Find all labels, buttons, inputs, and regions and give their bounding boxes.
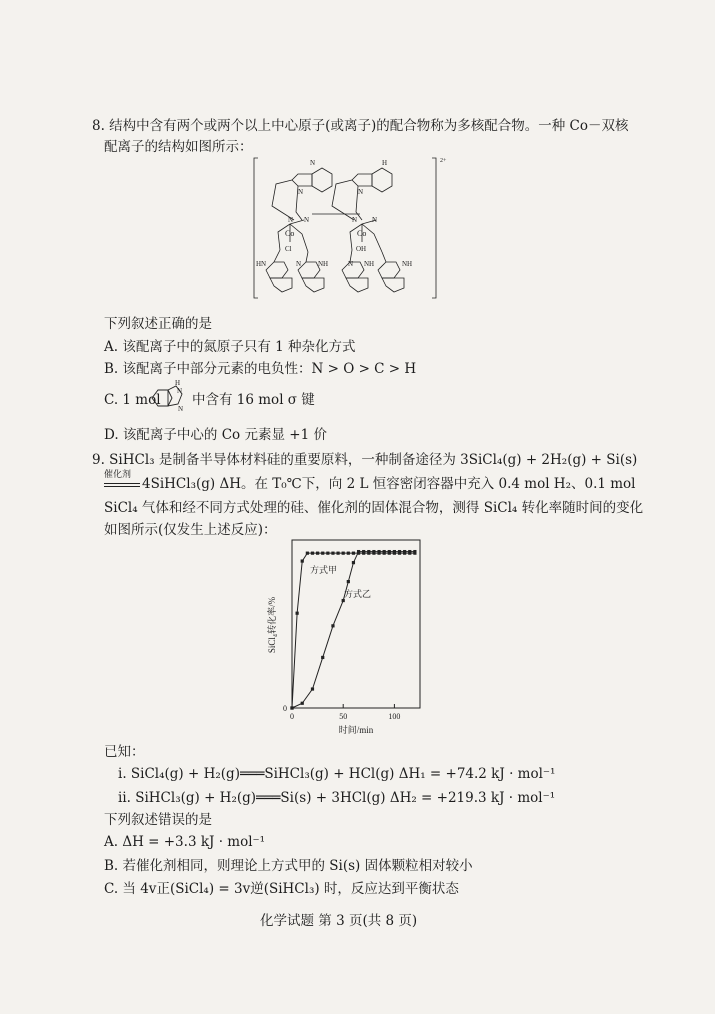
q9-reaction-arrow-lower bbox=[104, 486, 140, 487]
series-point bbox=[347, 580, 350, 583]
q8-stem-line2: 配离子的结构如图所示： bbox=[104, 139, 253, 155]
q8-option-c-post: 中含有 16 mol σ 键 bbox=[192, 392, 315, 408]
q9-reaction-arrow bbox=[104, 483, 140, 484]
q9-stem-line1: 9. SiHCl₃ 是制备半导体材料硅的重要原料，一种制备途径为 3SiCl₄(g) + 2H₂(g) + Si(s) bbox=[92, 452, 638, 468]
series-point bbox=[362, 550, 365, 553]
conversion-chart bbox=[262, 535, 422, 770]
series-point bbox=[311, 552, 314, 555]
svg-text:N: N bbox=[178, 405, 184, 413]
series-point bbox=[372, 550, 375, 553]
q9-stem-line3: SiCl₄ 气体和经不同方式处理的硅、催化剂的固体混合物，测得 SiCl₄ 转化率随时间的变化 bbox=[104, 500, 644, 516]
series-label: 方式甲 bbox=[310, 565, 338, 575]
svg-text:N: N bbox=[352, 216, 358, 224]
series-point bbox=[331, 552, 334, 555]
q9-known-i: ⅰ. SiCl₄(g) + H₂(g)═══SiHCl₃(g) + HCl(g) ΔH₁ = +74.2 kJ · mol⁻¹ bbox=[118, 766, 556, 782]
svg-text:NH: NH bbox=[402, 260, 413, 268]
series-point bbox=[306, 552, 309, 555]
series-point bbox=[388, 550, 391, 553]
series-point bbox=[367, 550, 370, 553]
chart-ylabel: SiCl₄转化率/% bbox=[267, 596, 277, 654]
x-tick-label: 100 bbox=[388, 712, 401, 721]
svg-text:N: N bbox=[310, 159, 316, 167]
q9-stem-line4: 如图所示(仅发生上述反应)： bbox=[104, 522, 277, 538]
svg-text:Cl: Cl bbox=[285, 245, 292, 253]
svg-text:NH: NH bbox=[364, 260, 375, 268]
series-point bbox=[413, 550, 416, 553]
q8-option-a: A. 该配离子中的氮原子只有 1 种杂化方式 bbox=[104, 339, 356, 355]
svg-text:HN: HN bbox=[256, 260, 267, 268]
svg-text:OH: OH bbox=[356, 245, 367, 253]
q9-known: 已知： bbox=[104, 744, 145, 760]
q9-option-b: B. 若催化剂相同，则理论上方式甲的 Si(s) 固体颗粒相对较小 bbox=[104, 858, 473, 874]
svg-text:N: N bbox=[288, 216, 294, 224]
x-tick-label: 50 bbox=[339, 712, 348, 721]
series-line-1 bbox=[292, 552, 415, 708]
svg-text:N: N bbox=[298, 188, 304, 196]
y-tick-label: 0 bbox=[283, 704, 287, 713]
series-point bbox=[311, 687, 314, 690]
series-point bbox=[301, 702, 304, 705]
q8-option-d: D. 该配离子中心的 Co 元素显 +1 价 bbox=[104, 427, 327, 443]
q9-option-a: A. ΔH = +3.3 kJ · mol⁻¹ bbox=[104, 834, 266, 850]
svg-text:NH: NH bbox=[318, 260, 329, 268]
series-point bbox=[331, 624, 334, 627]
q8-option-c-pre: C. 1 mol bbox=[104, 392, 161, 408]
series-point bbox=[321, 656, 324, 659]
q9-catalyst-label: 催化剂 bbox=[104, 470, 132, 480]
series-point bbox=[377, 550, 380, 553]
series-point bbox=[352, 552, 355, 555]
svg-text:N: N bbox=[372, 216, 378, 224]
series-point bbox=[352, 561, 355, 564]
series-point bbox=[336, 552, 339, 555]
series-point bbox=[398, 550, 401, 553]
svg-text:N: N bbox=[304, 216, 310, 224]
benzimidazole-structure bbox=[148, 378, 190, 418]
series-point bbox=[347, 552, 350, 555]
svg-text:Co: Co bbox=[285, 229, 295, 238]
series-label: 方式乙 bbox=[344, 589, 372, 599]
series-point bbox=[383, 550, 386, 553]
series-point bbox=[403, 550, 406, 553]
q9-option-c: C. 当 4v正(SiCl₄) = 3v逆(SiHCl₃) 时，反应达到平衡状态 bbox=[104, 881, 459, 897]
svg-text:N: N bbox=[177, 387, 183, 395]
chart-xlabel: 时间/min bbox=[338, 725, 374, 735]
series-line-0 bbox=[292, 553, 415, 708]
q8-option-b: B. 该配离子中部分元素的电负性：N > O > C > H bbox=[104, 361, 417, 377]
series-point bbox=[301, 559, 304, 562]
series-point bbox=[408, 550, 411, 553]
svg-text:N: N bbox=[358, 188, 364, 196]
page-footer: 化学试题 第 3 页(共 8 页) bbox=[260, 913, 418, 929]
svg-text:2+: 2+ bbox=[440, 158, 447, 164]
x-tick-label: 0 bbox=[290, 712, 294, 721]
series-point bbox=[357, 550, 360, 553]
q8-prompt: 下列叙述正确的是 bbox=[104, 316, 212, 332]
series-point bbox=[326, 552, 329, 555]
q8-stem-line1: 8. 结构中含有两个或两个以上中心原子(或离子)的配合物称为多核配合物。一种 Co－双核 bbox=[92, 118, 629, 134]
svg-text:H: H bbox=[382, 159, 388, 167]
svg-text:Co: Co bbox=[357, 229, 367, 238]
series-point bbox=[342, 599, 345, 602]
series-point bbox=[342, 552, 345, 555]
svg-text:N: N bbox=[296, 260, 302, 268]
svg-text:N: N bbox=[348, 260, 354, 268]
series-point bbox=[393, 550, 396, 553]
series-point bbox=[321, 552, 324, 555]
series-point bbox=[290, 706, 293, 709]
series-point bbox=[316, 552, 319, 555]
q9-known-ii: ⅱ. SiHCl₃(g) + H₂(g)═══Si(s) + 3HCl(g) ΔH₂ = +219.3 kJ · mol⁻¹ bbox=[118, 790, 556, 806]
co-dinuclear-structure bbox=[252, 152, 452, 302]
q9-stem-line2: 4SiHCl₃(g) ΔH。在 T₀℃下，向 2 L 恒容密闭容器中充入 0.4 mol H₂、0.1 mol bbox=[142, 476, 636, 492]
svg-text:H: H bbox=[175, 379, 181, 387]
series-point bbox=[296, 612, 299, 615]
q9-prompt: 下列叙述错误的是 bbox=[104, 812, 212, 828]
